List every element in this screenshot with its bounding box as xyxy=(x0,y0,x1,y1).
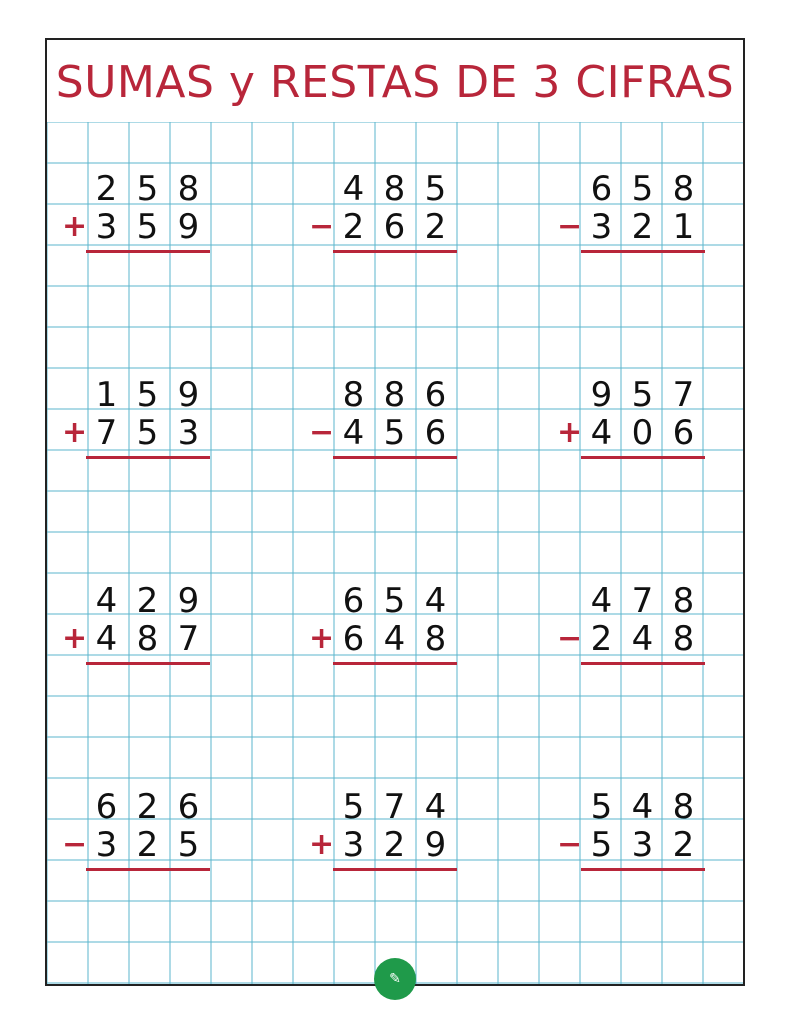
bottom-number xyxy=(86,619,209,659)
digit: 5 xyxy=(177,825,200,865)
digit: 3 xyxy=(95,825,118,865)
page-title: SUMAS y RESTAS DE 3 CIFRAS xyxy=(55,56,735,108)
digit: 7 xyxy=(383,787,406,827)
plus-sign: + xyxy=(557,415,583,450)
digit: 4 xyxy=(342,413,365,453)
digit: 5 xyxy=(590,825,613,865)
problem-card xyxy=(309,581,447,674)
minus-sign: − xyxy=(557,621,583,656)
digit: 4 xyxy=(631,787,654,827)
digit: 9 xyxy=(177,581,200,621)
digit: 5 xyxy=(136,375,159,415)
digit: 3 xyxy=(631,825,654,865)
answer-line xyxy=(86,662,210,665)
answer-line xyxy=(581,868,705,871)
top-number xyxy=(333,581,456,621)
digit: 7 xyxy=(95,413,118,453)
top-number xyxy=(581,169,704,209)
digit: 4 xyxy=(383,619,406,659)
bottom-number xyxy=(333,413,456,453)
digit: 8 xyxy=(672,169,695,209)
digit: 1 xyxy=(672,207,695,247)
problem-card xyxy=(62,375,200,468)
top-number xyxy=(333,169,456,209)
answer-line xyxy=(86,456,210,459)
top-number xyxy=(86,169,209,209)
pencil-logo-icon: ✎ xyxy=(374,958,416,1000)
bottom-number xyxy=(86,413,209,453)
answer-line xyxy=(333,868,457,871)
digit: 3 xyxy=(590,207,613,247)
answer-line xyxy=(581,250,705,253)
bottom-number xyxy=(333,619,456,659)
digit: 8 xyxy=(672,787,695,827)
bottom-number xyxy=(333,825,456,865)
digit: 6 xyxy=(342,581,365,621)
digit: 7 xyxy=(672,375,695,415)
digit: 5 xyxy=(342,787,365,827)
answer-line xyxy=(333,662,457,665)
digit: 9 xyxy=(590,375,613,415)
digit: 9 xyxy=(424,825,447,865)
digit: 4 xyxy=(95,581,118,621)
top-number xyxy=(86,581,209,621)
top-number xyxy=(86,375,209,415)
plus-sign: + xyxy=(309,827,335,862)
problem-card xyxy=(557,787,695,880)
digit: 8 xyxy=(177,169,200,209)
digit: 5 xyxy=(590,787,613,827)
minus-sign: − xyxy=(557,209,583,244)
digit: 6 xyxy=(177,787,200,827)
digit: 2 xyxy=(383,825,406,865)
digit: 8 xyxy=(672,581,695,621)
digit: 4 xyxy=(95,619,118,659)
problem-card xyxy=(62,787,200,880)
digit: 6 xyxy=(95,787,118,827)
bottom-number xyxy=(581,207,704,247)
digit: 7 xyxy=(177,619,200,659)
plus-sign: + xyxy=(62,415,88,450)
digit: 2 xyxy=(424,207,447,247)
problem-card xyxy=(309,787,447,880)
answer-line xyxy=(581,456,705,459)
minus-sign: − xyxy=(62,827,88,862)
digit: 3 xyxy=(342,825,365,865)
minus-sign: − xyxy=(309,415,335,450)
digit: 5 xyxy=(424,169,447,209)
digit: 5 xyxy=(383,581,406,621)
plus-sign: + xyxy=(62,209,88,244)
digit: 2 xyxy=(631,207,654,247)
digit: 5 xyxy=(136,413,159,453)
digit: 2 xyxy=(342,207,365,247)
digit: 7 xyxy=(631,581,654,621)
digit: 8 xyxy=(342,375,365,415)
digit: 6 xyxy=(672,413,695,453)
answer-line xyxy=(333,250,457,253)
digit: 8 xyxy=(672,619,695,659)
problem-card xyxy=(62,169,200,262)
digit: 8 xyxy=(383,169,406,209)
digit: 0 xyxy=(631,413,654,453)
digit: 2 xyxy=(95,169,118,209)
digit: 5 xyxy=(136,207,159,247)
digit: 2 xyxy=(136,581,159,621)
digit: 6 xyxy=(424,413,447,453)
bottom-number xyxy=(333,207,456,247)
digit: 6 xyxy=(424,375,447,415)
digit: 4 xyxy=(424,787,447,827)
digit: 5 xyxy=(136,169,159,209)
bottom-number xyxy=(581,825,704,865)
problem-card xyxy=(557,375,695,468)
bottom-number xyxy=(581,619,704,659)
top-number xyxy=(581,787,704,827)
answer-line xyxy=(581,662,705,665)
digit: 1 xyxy=(95,375,118,415)
problem-card xyxy=(309,169,447,262)
bottom-number xyxy=(581,413,704,453)
digit: 4 xyxy=(342,169,365,209)
digit: 2 xyxy=(590,619,613,659)
digit: 3 xyxy=(177,413,200,453)
top-number xyxy=(86,787,209,827)
plus-sign: + xyxy=(62,621,88,656)
digit: 8 xyxy=(424,619,447,659)
digit: 9 xyxy=(177,375,200,415)
plus-sign: + xyxy=(309,621,335,656)
problem-card xyxy=(557,169,695,262)
digit: 8 xyxy=(136,619,159,659)
digit: 4 xyxy=(424,581,447,621)
digit: 2 xyxy=(672,825,695,865)
digit: 9 xyxy=(177,207,200,247)
digit: 6 xyxy=(383,207,406,247)
bottom-number xyxy=(86,207,209,247)
digit: 6 xyxy=(342,619,365,659)
digit: 4 xyxy=(590,581,613,621)
digit: 2 xyxy=(136,787,159,827)
answer-line xyxy=(333,456,457,459)
digit: 3 xyxy=(95,207,118,247)
digit: 4 xyxy=(631,619,654,659)
problem-card xyxy=(309,375,447,468)
digit: 5 xyxy=(383,413,406,453)
answer-line xyxy=(86,868,210,871)
minus-sign: − xyxy=(309,209,335,244)
top-number xyxy=(333,787,456,827)
top-number xyxy=(581,581,704,621)
minus-sign: − xyxy=(557,827,583,862)
digit: 4 xyxy=(590,413,613,453)
digit: 6 xyxy=(590,169,613,209)
top-number xyxy=(333,375,456,415)
problem-card xyxy=(62,581,200,674)
answer-line xyxy=(86,250,210,253)
digit: 2 xyxy=(136,825,159,865)
problem-card xyxy=(557,581,695,674)
top-number xyxy=(581,375,704,415)
bottom-number xyxy=(86,825,209,865)
digit: 8 xyxy=(383,375,406,415)
digit: 5 xyxy=(631,375,654,415)
digit: 5 xyxy=(631,169,654,209)
